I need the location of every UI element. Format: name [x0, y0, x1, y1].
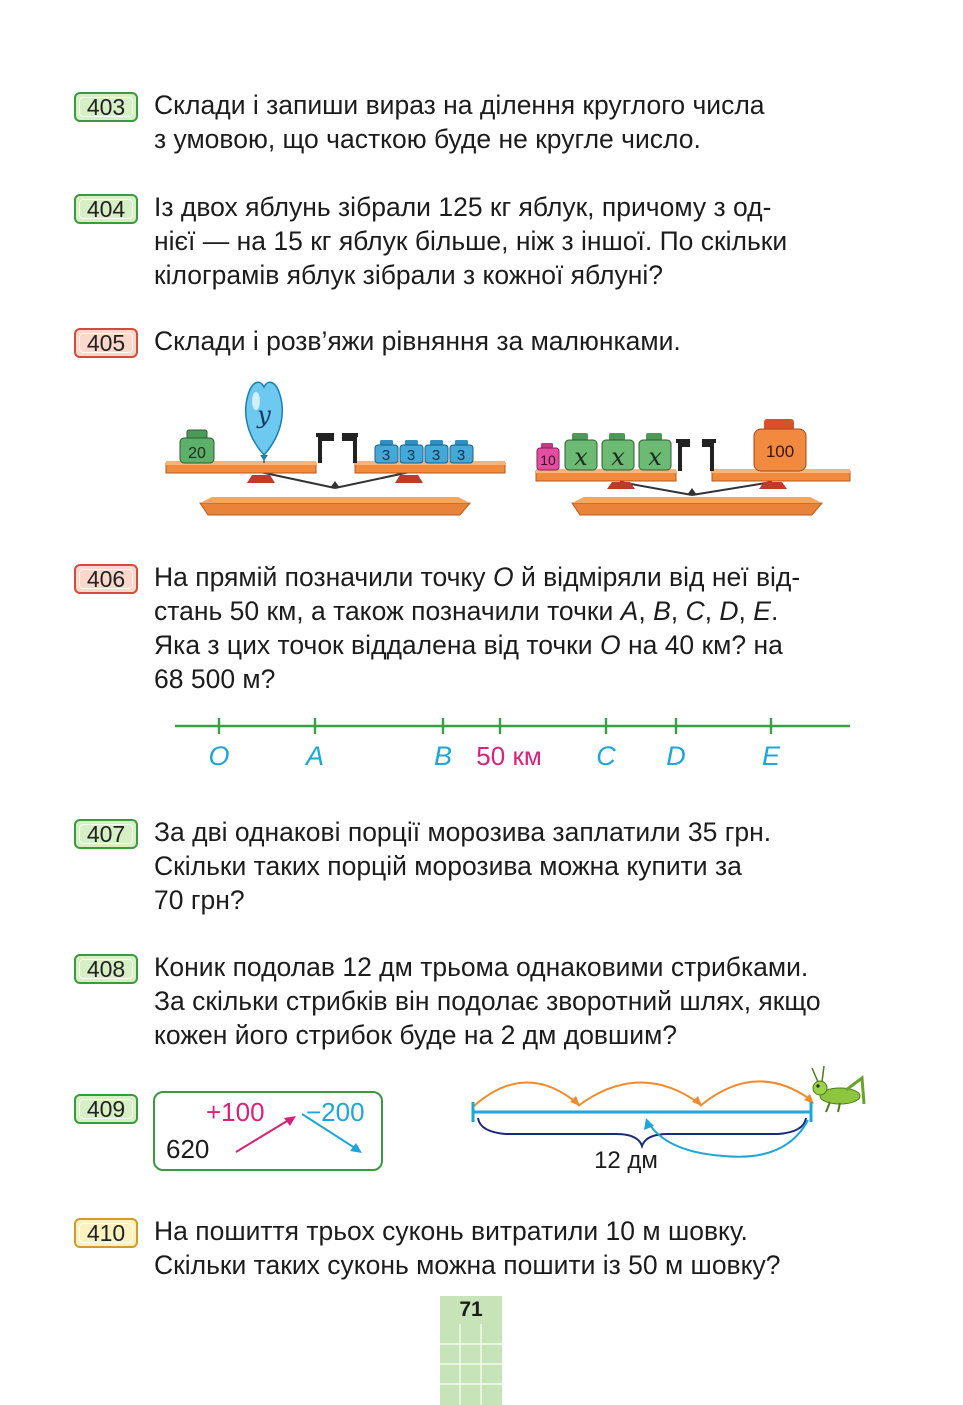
task-text-line: кілограмів яблук зібрали з кожної яблуні? [154, 260, 663, 290]
point-label-e: E [761, 741, 781, 771]
task-text-line: Склади і запиши вираз на ділення круглого числа [154, 90, 765, 120]
task-text-line: Склади і розв’яжи рівняння за малюнками. [154, 326, 681, 356]
task-text [154, 815, 868, 917]
task-text-line: За скільки стрибків він подолає зворотний шлях, якщо [154, 986, 821, 1016]
weight-100 [754, 419, 806, 471]
task-text [154, 1214, 868, 1282]
task-text-line: На пошиття трьох суконь витратили 10 м шовку. [154, 1216, 748, 1246]
task-number-badge: 410 [74, 1218, 138, 1248]
weight-10 [537, 443, 559, 470]
balloon-variable: y [257, 401, 271, 429]
task-number-badge: 406 [74, 564, 138, 594]
page-number: 71 [459, 1298, 483, 1321]
weight-label: 3 [406, 447, 416, 464]
point-label-b: B [433, 741, 453, 771]
task-text-line: кожен його стрибок буде на 2 дм довшим? [154, 1020, 678, 1050]
task-text-line: стань 50 км, а також позначили точки A, B, C, D, E. [154, 596, 779, 626]
task-text-line: За дві однакові порції морозива заплатили 35 грн. [154, 817, 772, 847]
point-label-a: A [305, 741, 325, 771]
task-number-badge: 404 [74, 194, 138, 224]
weight-label: 3 [431, 447, 441, 464]
weight-variable: x [648, 443, 662, 471]
task-text [154, 88, 868, 156]
task-number-badge: 403 [74, 92, 138, 122]
chain-op-minus: −200 [306, 1097, 365, 1127]
task-text-line: На прямій позначили точку O й відміряли від неї від- [154, 562, 801, 592]
task-text-line: Скільки таких суконь можна пошити із 50 м шовку? [154, 1250, 781, 1280]
task-text [154, 560, 868, 696]
point-label-o: O [208, 741, 230, 771]
task-number-badge: 409 [74, 1094, 138, 1124]
number-line [170, 712, 860, 777]
weight-label: 3 [456, 447, 466, 464]
weights-3 [375, 440, 473, 464]
task-text [154, 190, 868, 292]
weight-label: 20 [188, 445, 206, 462]
balance-scale-1 [160, 375, 510, 520]
task-text-line: 68 500 м? [154, 664, 276, 694]
task-number-badge: 407 [74, 819, 138, 849]
chain-start-value: 620 [166, 1134, 210, 1164]
weights-x [565, 433, 671, 471]
point-label-c: C [596, 741, 616, 771]
grasshopper-icon [812, 1066, 864, 1112]
weight-20 [180, 430, 214, 463]
weight-variable: x [611, 443, 625, 471]
task-number-badge: 405 [74, 328, 138, 358]
page-number-box [440, 1296, 502, 1405]
operation-chain [152, 1090, 384, 1172]
task-text-line: Скільки таких порцій морозива можна купити за [154, 851, 742, 881]
task-text-line: Із двох яблунь зібрали 125 кг яблук, причому з од- [154, 192, 772, 222]
segment-length-label: 12 дм [594, 1147, 658, 1174]
task-text-line: Коник подолав 12 дм трьома однаковими стрибками. [154, 952, 809, 982]
task-text-line: з умовою, що часткою буде не кругле число. [154, 124, 701, 154]
weight-label: 3 [381, 447, 391, 464]
weight-label: 10 [540, 452, 556, 468]
balloon [246, 382, 283, 463]
weight-label: 100 [765, 442, 795, 461]
task-number-badge: 408 [74, 954, 138, 984]
grasshopper-diagram [466, 1060, 868, 1175]
point-label-d: D [666, 741, 686, 771]
distance-label: 50 км [476, 741, 542, 771]
task-text [154, 324, 868, 358]
task-text-line: 70 грн? [154, 885, 245, 915]
task-text-line: нієї — на 15 кг яблук більше, ніж з іншої. По скільки [154, 226, 788, 256]
task-text [154, 950, 868, 1052]
chain-op-plus: +100 [206, 1097, 265, 1127]
task-text-line: Яка з цих точок віддалена від точки O на 40 км? на [154, 630, 783, 660]
weight-variable: x [574, 443, 588, 471]
balance-scale-2 [532, 415, 854, 520]
